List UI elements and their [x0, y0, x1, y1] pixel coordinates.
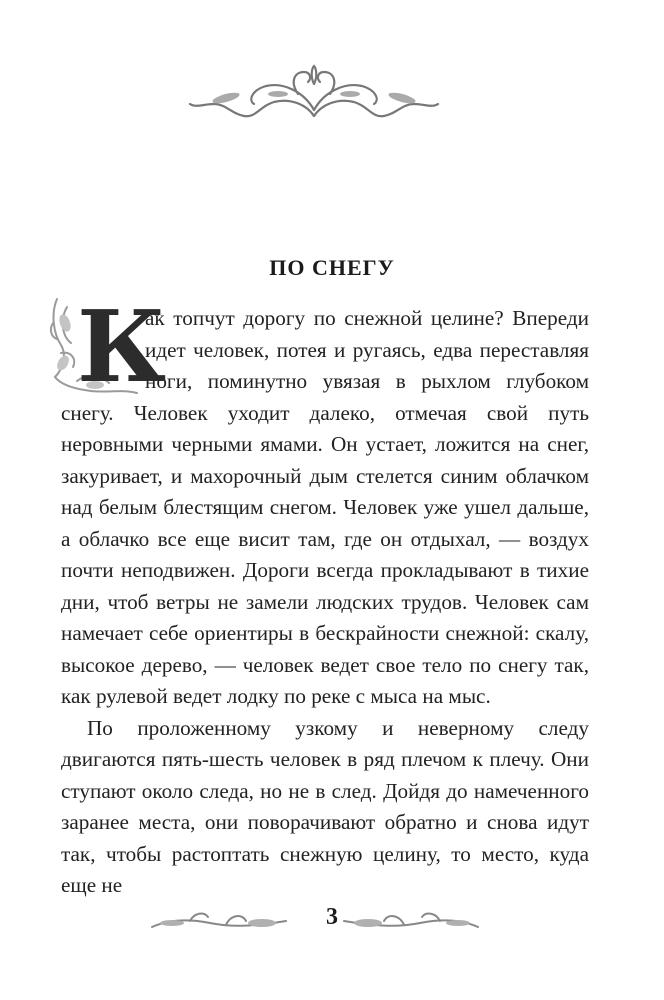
- paragraph-1: [61, 290, 589, 713]
- drop-cap-letter: К: [77, 290, 167, 405]
- page-number: 3: [326, 904, 338, 930]
- paragraph-2: По проложенному узкому и неверному следу двигаются пять-шесть человек в ряд плечом к плечу. Они ступают около следа, но не в след. Дойдя до намеченного заранее места, они поворачивают обратно и снова идут так, чтобы растоптать снежную целину, то место, куда еще не: [61, 715, 589, 897]
- chapter-text: [61, 290, 589, 902]
- top-ornament: [186, 64, 442, 122]
- paragraph-1-text: ак топчут дорогу по снежной целине? Впереди идет человек, потея и ругаясь, едва переставляя ноги, поминутно увязая в рыхлом глубоком снегу. Человек уходит далеко, отмечая свой путь неровными черными ямами. Он устает, ложится на снег, закуривает, и махорочный дым стелется синим облачком над белым блестящим снегом. Человек уже ушел дальше, а облачко все еще висит там, где он отдыхал, — воздух почти неподвижен. Дороги всегда прокладывают в тихие дни, чтоб ветры не замели людских трудов. Человек сам намечает себе ориентиры в бескрайности снежной: скалу, высокое дерево, — человек ведет свое тело по снегу так, как рулевой ведет лодку по реке с мыса на мыс.: [61, 306, 589, 708]
- bottom-right-ornament: [340, 905, 480, 935]
- chapter-title: ПО СНЕГУ: [269, 255, 395, 280]
- drop-cap: [47, 290, 167, 405]
